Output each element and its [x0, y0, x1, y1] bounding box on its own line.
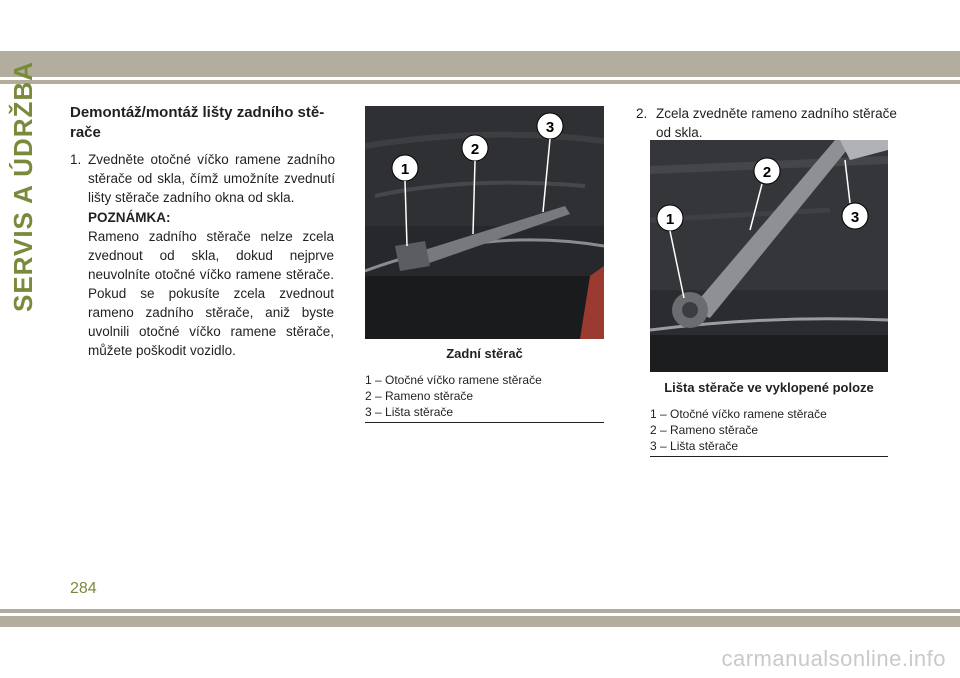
footer-rule: [0, 609, 960, 613]
footer-band: [0, 616, 960, 627]
step-2: [636, 104, 906, 142]
section-heading: [70, 103, 340, 143]
step-2-text: Zcela zvedněte rameno zadního stěrače od skla.: [656, 106, 897, 140]
step-1-text: Zvedněte otočné víčko ramene zadního stěrače od skla, čímž umožníte zvednutí lišty stěrače zadního okna od skla.: [88, 152, 335, 205]
rear-wiper-photo: [365, 106, 604, 339]
step-1-number: 1.: [70, 152, 82, 167]
figure-2-legend: [650, 406, 827, 454]
legend-item: 1 – Otočné víčko ramene stěrače: [365, 373, 542, 387]
heading-text: Demontáž/montáž lišty zadního stě- rače: [70, 104, 325, 141]
header-rule: [0, 80, 960, 84]
step-1: [70, 150, 335, 207]
watermark: carmanualsonline.info: [721, 646, 946, 671]
callout-3-label: 3: [850, 209, 860, 226]
note-block: [88, 208, 334, 360]
legend-item: 2 – Rameno stěrače: [650, 423, 759, 437]
callout-3-label: 3: [545, 119, 555, 136]
figure-2-rule: [650, 456, 888, 457]
raised-wiper-photo: [650, 140, 888, 372]
callout-2-label: 2: [762, 164, 772, 181]
header-band: [0, 51, 960, 77]
legend-item: 3 – Lišta stěrače: [650, 439, 739, 453]
figure-1-title: Zadní stěrač: [446, 346, 523, 361]
step-2-number: 2.: [636, 106, 648, 121]
figure-1-rule: [365, 422, 604, 423]
callout-1-label: 1: [400, 161, 410, 178]
legend-item: 1 – Otočné víčko ramene stěrače: [650, 407, 827, 421]
page-number: 284: [70, 580, 97, 597]
figure-2-title: Lišta stěrače ve vyklopené poloze: [664, 380, 874, 395]
legend-item: 2 – Rameno stěrače: [365, 389, 474, 403]
note-text: Rameno zadního stěrače nelze zcela zvednout od skla, dokud nejprve neuvolníte otočné víčko ramene stěrače. Pokud se pokusíte zcela zvednout rameno zadního stěrače, aniž byste uvolnili otočné víčko ramene stěrače, můžete poškodit vozidlo.: [88, 229, 334, 358]
callout-2-label: 2: [470, 141, 480, 158]
legend-item: 3 – Lišta stěrače: [365, 405, 454, 419]
callout-1-label: 1: [665, 211, 675, 228]
figure-1-legend: [365, 372, 542, 420]
note-title: POZNÁMKA:: [88, 210, 171, 225]
section-tab: SERVIS A ÚDRŽBA: [8, 61, 38, 312]
